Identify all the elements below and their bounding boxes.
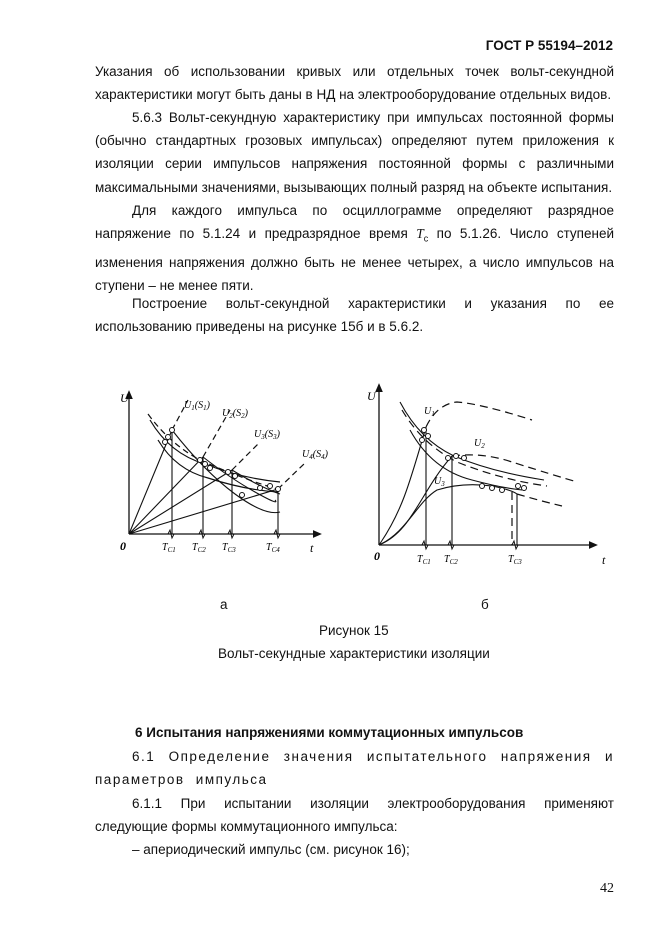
figure-title: Вольт-секундные характеристики изоляции: [218, 646, 490, 661]
svg-text:TC3: $T_{C3}$: [222, 542, 236, 554]
paragraph-3: [95, 199, 614, 298]
fig-b-origin-label: 0: [374, 549, 380, 563]
fig-a-time-labels: [162, 542, 280, 554]
paragraph-6-1-1-text: 6.1.1 При испытании изоляции электрооборудования применяют следующие формы коммутационного импульса:: [95, 796, 614, 835]
paragraph-4-text: Построение вольт-секундной характеристики и указания по ее использованию приведены на рисунке 15б и в 5.6.2.: [95, 296, 614, 335]
svg-text:U1(S1): $U_1(S_1)$: [184, 400, 210, 412]
svg-text:TC2: $T_{C2}$: [444, 554, 458, 566]
fig-a-y-axis-label: U: [120, 391, 129, 405]
svg-text:TC4: $T_{C4}$: [266, 542, 280, 554]
fig-b-curve-labels: [424, 406, 485, 488]
figure-15b-diagram: [362, 382, 622, 572]
svg-text:U3: $U_3$: [434, 476, 445, 488]
fig-b-x-axis-label: t: [602, 553, 606, 567]
paragraph-6-1-1: [95, 792, 614, 838]
paragraph-list-item: [95, 838, 614, 861]
document-header: ГОСТ Р 55194–2012: [485, 38, 613, 53]
figure-number: Рисунок 15: [319, 623, 389, 638]
section-heading: 6 Испытания напряжениями коммутационных импульсов: [135, 725, 524, 740]
tc-subscript: c: [423, 233, 429, 244]
svg-text:TC2: $T_{C2}$: [192, 542, 206, 554]
fig-a-origin-label: 0: [120, 539, 126, 553]
impulse-curves: [379, 402, 544, 545]
paragraph-1: [95, 60, 614, 106]
tc-variable: T: [416, 226, 424, 242]
svg-text:TC1: $T_{C1}$: [162, 542, 176, 554]
figure-15a-diagram: [110, 382, 340, 562]
fig-b-time-label-list: [417, 554, 522, 566]
svg-text:U2: $U_2$: [474, 438, 485, 450]
svg-text:U3(S3): $U_3(S_3)$: [254, 429, 280, 441]
paragraph-2-text: 5.6.3 Вольт-секундную характеристику при импульсах постоянной формы (обычно стандартных грозовых импульсах) определяют путем приложения к изоляции серии импульсов напряжения постоянной формы с различными максимальными значениями, вызывающих полный разряд на объекте испытания.: [95, 110, 614, 195]
paragraph-3-text-a: Для каждого импульса по осциллограмме определяют разрядное напряжение по 5.1.24 и предразрядное время: [95, 203, 614, 242]
paragraph-6-1-text: 6.1 Определение значения испытательного напряжения и параметров импульса: [95, 749, 614, 788]
impulse-lines: [129, 430, 280, 534]
fig-b-y-axis-label: U: [367, 389, 376, 403]
svg-text:U4(S4): $U_4(S_4)$: [302, 449, 328, 461]
dashed-curves: [402, 402, 577, 545]
svg-text:U2(S2): $U_2(S_2)$: [222, 408, 248, 420]
svg-text:TC1: $T_{C1}$: [417, 554, 431, 566]
figure-label-a: а: [220, 597, 228, 612]
paragraph-6-1: [95, 745, 614, 791]
page-number: 42: [600, 881, 614, 896]
svg-text:TC3: $T_{C3}$: [508, 554, 522, 566]
paragraph-2: [95, 106, 614, 199]
paragraph-3-text-b: по 5.1.26. Число ступеней изменения напряжения должно быть не менее четырех, а число импульсов на ступени – не менее пяти.: [95, 226, 614, 294]
svg-text:U1: $U_1$: [424, 406, 435, 418]
figure-label-b: б: [481, 597, 489, 612]
list-item-text: – апериодический импульс (см. рисунок 16);: [132, 842, 410, 857]
paragraph-4: [95, 292, 614, 338]
paragraph-1-text: Указания об использовании кривых или отдельных точек вольт-секундной характеристики могут быть даны в НД на электрооборудование отдельных видов.: [95, 64, 614, 103]
fig-a-x-axis-label: t: [310, 541, 314, 555]
